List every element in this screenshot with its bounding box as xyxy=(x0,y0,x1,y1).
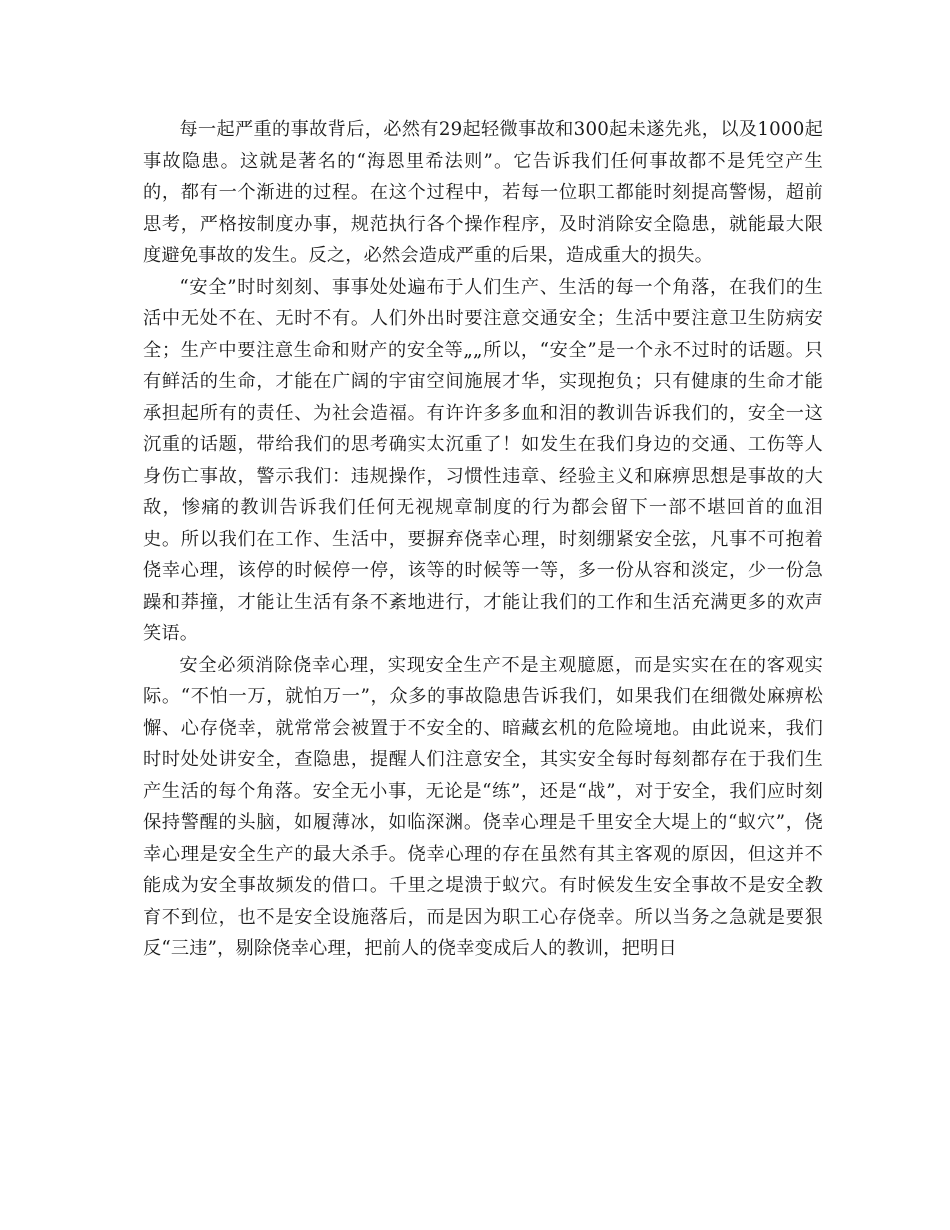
paragraph-safety-everywhere: “安全”时时刻刻、事事处处遍布于人们生产、生活的每一个角落，在我们的生活中无处不在、无时不有。人们外出时要注意交通安全；生活中要注意卫生防病安全；生产中要注意生命和财产的安全等„„所以，“安全”是一个永不过时的话题。只有鲜活的生命，才能在广阔的宇宙空间施展才华，实现抱负；只有健康的生命才能承担起所有的责任、为社会造福。有许许多多血和泪的教训告诉我们的，安全一这沉重的话题，带给我们的思考确实太沉重了！如发生在我们身边的交通、工伤等人身伤亡事故，警示我们：违规操作，习惯性违章、经验主义和麻痹思想是事故的大敌，惨痛的教训告诉我们任何无视规章制度的行为都会留下一部不堪回首的血泪史。所以我们在工作、生活中，要摒弃侥幸心理，时刻绷紧安全弦，凡事不可抱着侥幸心理，该停的时候停一停，该等的时候等一等，多一份从容和淡定，少一份急躁和莽撞，才能让生活有条不紊地进行，才能让我们的工作和生活充满更多的欢声笑语。 xyxy=(143,276,823,644)
document-body xyxy=(143,114,823,965)
paragraph-heinrich-law: 每一起严重的事故背后，必然有29起轻微事故和300起未遂先兆，以及1000起事故隐患。这就是著名的“海恩里希法则”。它告诉我们任何事故都不是凭空产生的，都有一个渐进的过程。在这个过程中，若每一位职工都能时刻提高警惕，超前思考，严格按制度办事，规范执行各个操作程序，及时消除安全隐患，就能最大限度避免事故的发生。反之，必然会造成严重的后果，造成重大的损失。 xyxy=(143,119,823,266)
paragraph-eliminate-luck: 安全必须消除侥幸心理，实现安全生产不是主观臆愿，而是实实在在的客观实际。“不怕一万，就怕万一”，众多的事故隐患告诉我们，如果我们在细微处麻痹松懈、心存侥幸，就常常会被置于不安全的、暗藏玄机的危险境地。由此说来，我们时时处处讲安全，查隐患，提醒人们注意安全，其实安全每时每刻都存在于我们生产生活的每个角落。安全无小事，无论是“练”，还是“战”，对于安全，我们应时刻保持警醒的头脑，如履薄冰，如临深渊。侥幸心理是千里安全大堤上的“蚁穴”，侥幸心理是安全生产的最大杀手。侥幸心理的存在虽然有其主客观的原因，但这并不能成为安全事故频发的借口。千里之堤溃于蚁穴。有时候发生安全事故不是安全教育不到位，也不是安全设施落后，而是因为职工心存侥幸。所以当务之急就是要狠反“三违”，剔除侥幸心理，把前人的侥幸变成后人的教训，把明日 xyxy=(143,654,823,959)
